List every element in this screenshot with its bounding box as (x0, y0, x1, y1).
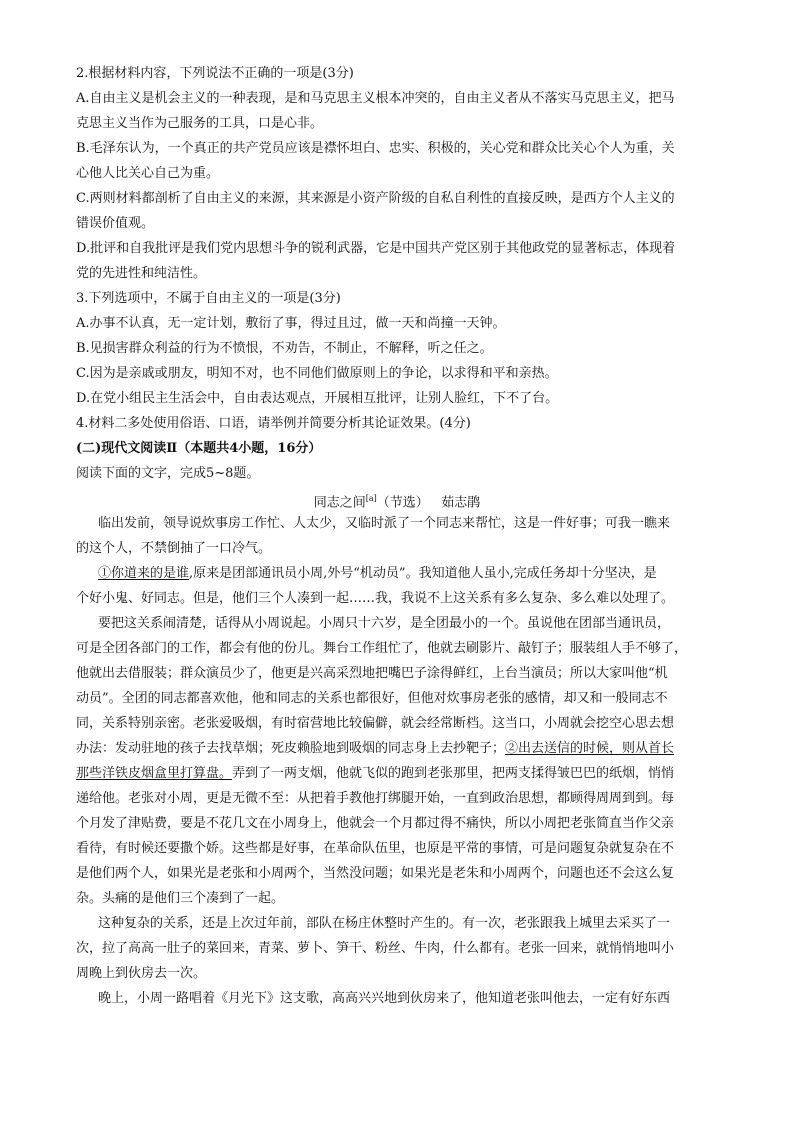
p2-line1 (98, 566, 657, 582)
marked-sentence-1: ①你道来的是谁 (98, 566, 190, 581)
p3-line12: 杂。头痛的是他们三个凑到了一起。 (76, 891, 285, 906)
q2-option-a-line2: 克思主义当作为己服务的工具，口是心非。 (76, 116, 324, 131)
q2-option-d-line2: 党的先进性和纯洁性。 (76, 266, 207, 281)
p3-line7 (76, 766, 674, 782)
q3-option-c: C.因为是亲戚或朋友，明知不对，也不同他们做原则上的争论，以求得和平和亲热。 (76, 366, 558, 381)
section-instruction: 阅读下面的文字，完成5~8题。 (76, 466, 260, 481)
p3-line8: 递给他。老张对小周，更是无微不至：从把着手教他打绑腿开始，一直到政治思想，都顾得周周到到。每 (76, 791, 675, 806)
q2-option-c-line1: C.两则材料都剖析了自由主义的来源，其来源是小资产阶级的自私自利性的直接反映，是西方个人主义的 (76, 191, 675, 206)
p5-line1: 晚上，小周一路唱着《月光下》这支歌，高高兴兴地到伙房来了，他知道老张叫他去，一定有好东西 (98, 991, 671, 1006)
q2-option-b-line2: 心他人比关心自己为重。 (76, 166, 220, 181)
marked-sentence-2-part2: 那些洋铁皮烟盒里打算盘。 (76, 766, 233, 781)
q2-option-c-line2: 错误价值观。 (76, 216, 155, 231)
q3-option-d: D.在党小组民主生活会中，自由表达观点，开展相互批评，让别人脸红，下不了台。 (76, 391, 559, 406)
p3-line6-pre: 办法：发动驻地的孩子去找草烟；死皮赖脸地到吸烟的同志身上去抄靶子； (76, 741, 506, 756)
p3-line2: 可是全团各部门的工作，都会有他的份儿。舞台工作组忙了，他就去刷影片、敲钉子；服装组人手不够了， (76, 641, 688, 656)
q2-option-d-line1: D.批评和自我批评是我们党内思想斗争的锐利武器，它是中国共产党区别于其他政党的显著标志，体现着 (76, 241, 676, 256)
p2-line2: 个好小鬼、好同志。但是，他们三个人凑到一起……我，我说不上这关系有多么复杂、多么难以处理了。 (76, 591, 675, 606)
p3-line11: 是他们两个人，如果光是老张和小周两个，当然没问题；如果光是老朱和小周两个，问题也还不会这么复 (76, 866, 675, 881)
q4-stem: 4.材料二多处使用俗语、口语，请举例并简要分析其论证效果。(4分) (76, 416, 471, 431)
q2-option-b-line1: B.毛泽东认为，一个真正的共产党员应该是襟怀坦白、忠实、积极的，关心党和群众比关心个人为重，关 (76, 141, 675, 156)
q2-stem: 2.根据材料内容，下列说法不正确的一项是(3分) (76, 66, 354, 81)
p1-line1: 临出发前，领导说炊事房工作忙、人太少，又临时派了一个同志来帮忙，这是一件好事；可我一瞧来 (98, 516, 671, 531)
article-title-line (0, 491, 794, 511)
p3-line4: 动员”。全团的同志都喜欢他，他和同志的关系也都很好，但他对炊事房老张的感情，却又和一般同志不 (76, 691, 668, 706)
section-heading: (二)现代文阅读Ⅱ（本题共4小题，16分） (76, 441, 322, 456)
article-author: 茹志鹃 (441, 495, 481, 511)
footnote-marker: [a] (365, 494, 377, 503)
article-title: 同志之间 (313, 495, 366, 511)
p1-line2: 的这个人，不禁倒抽了一口冷气。 (76, 541, 272, 556)
q3-stem: 3.下列选项中，不属于自由主义的一项是(3分) (76, 291, 341, 306)
p3-line9: 个月发了津贴费，要是不花几文在小周身上，他就会一个月都过得不痛快，所以小周把老张简直当作父亲 (76, 816, 675, 831)
p3-line3: 他就出去借服装；群众演员少了，他更是兴高采烈地把嘴巴子涂得鲜红，上台当演员；所以大家叫他“机 (76, 666, 668, 681)
p3-line6 (76, 741, 674, 757)
article-subtitle: （节选） (376, 495, 429, 511)
p3-line10: 看待，有时候还要撒个娇。这些都是好事，在革命队伍里，也原是平常的事情，可是问题复杂就复杂在不 (76, 841, 675, 856)
p2-line1-rest: ,原来是团部通讯员小周,外号“机动员”。我知道他人虽小,完成任务却十分坚决，是 (189, 566, 657, 581)
p3-line1: 要把这关系闹清楚，话得从小周说起。小周只十六岁，是全团最小的一个。虽说他在团部当通讯员， (98, 616, 671, 631)
p3-line7-post: 弄到了一两支烟，他就飞似的跑到老张那里，把两支揉得皱巴巴的纸烟，悄悄 (232, 766, 675, 781)
marked-sentence-2-part1: ②出去送信的时候，则从首长 (505, 741, 675, 756)
p4-line2: 次，拉了高高一肚子的菜回来，青菜、萝卜、笋干、粉丝、牛肉，什么都有。老张一回来，就悄悄地叫小 (76, 941, 675, 956)
p4-line1: 这种复杂的关系，还是上次过年前，部队在杨庄休整时产生的。有一次，老张跟我上城里去采买了一 (98, 916, 671, 931)
p3-line5: 同，关系特别亲密。老张爱吸烟，有时宿营地比较偏僻，就会经常断档。这当口，小周就会挖空心思去想 (76, 716, 675, 731)
q3-option-a: A.办事不认真，无一定计划，敷衍了事，得过且过，做一天和尚撞一天钟。 (76, 316, 506, 331)
p4-line3: 周晚上到伙房去一次。 (76, 966, 207, 981)
q2-option-a-line1: A.自由主义是机会主义的一种表现，是和马克思主义根本冲突的，自由主义者从不落实马克思主义，把马 (76, 91, 675, 106)
q3-option-b: B.见损害群众利益的行为不愤恨，不劝告，不制止，不解释，听之任之。 (76, 341, 493, 356)
